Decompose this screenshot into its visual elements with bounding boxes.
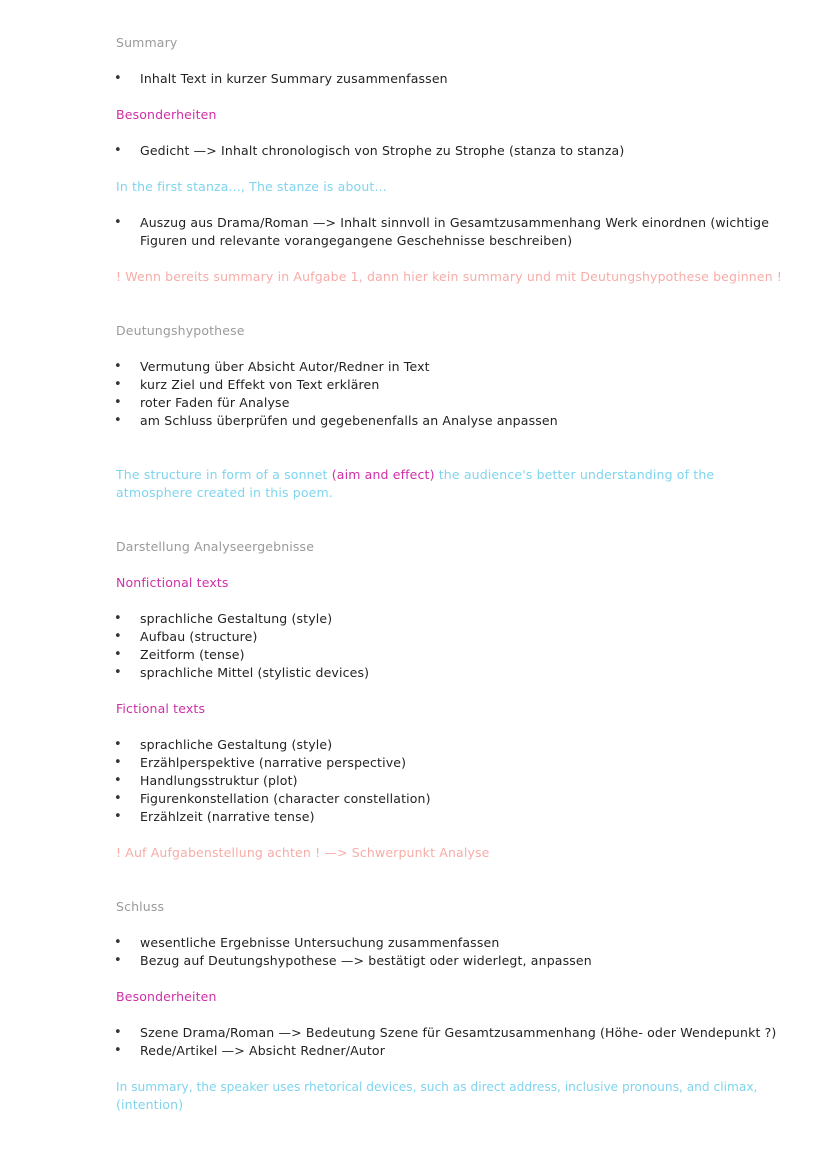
bullet-icon: •	[114, 773, 122, 788]
nonfictional-heading: Nonfictional texts	[116, 575, 229, 590]
bullet-icon: •	[114, 629, 122, 644]
fictional-bullet: Erzählperspektive (narrative perspective)	[140, 755, 407, 770]
bullet-icon: •	[114, 143, 122, 158]
summary-special-bullet-drama-line2: Figuren und relevante vorangegangene Geschehnisse beschreiben)	[140, 233, 573, 248]
fictional-bullet: Handlungsstruktur (plot)	[140, 773, 298, 788]
nonfictional-bullet: Zeitform (tense)	[140, 647, 245, 662]
schluss-bullet: wesentliche Ergebnisse Untersuchung zusammenfassen	[140, 935, 500, 950]
bullet-icon: •	[114, 755, 122, 770]
fictional-heading: Fictional texts	[116, 701, 206, 716]
summary-bullet: Inhalt Text in kurzer Summary zusammenfassen	[140, 71, 448, 86]
bullet-icon: •	[114, 359, 122, 374]
deutung-example-line1	[116, 466, 714, 484]
schluss-special-bullet: Szene Drama/Roman —> Bedeutung Szene für Gesamtzusammenhang (Höhe- oder Wendepunkt ?)	[140, 1025, 777, 1040]
summary-special-bullet-drama-line1: Auszug aus Drama/Roman —> Inhalt sinnvoll in Gesamtzusammenhang Werk einordnen (wichtige	[140, 215, 770, 230]
deutung-example-part1: The structure in form of a sonnet	[116, 467, 328, 482]
summary-note: ! Wenn bereits summary in Aufgabe 1, dann hier kein summary und mit Deutungshypothese beginnen !	[116, 269, 783, 284]
bullet-icon: •	[114, 737, 122, 752]
summary-heading: Summary	[116, 35, 178, 50]
bullet-icon: •	[114, 215, 122, 230]
bullet-icon: •	[114, 611, 122, 626]
bullet-icon: •	[114, 935, 122, 950]
bullet-icon: •	[114, 809, 122, 824]
bullet-icon: •	[114, 71, 122, 86]
bullet-icon: •	[114, 1025, 122, 1040]
schluss-bullet: Bezug auf Deutungshypothese —> bestätigt oder widerlegt, anpassen	[140, 953, 592, 968]
deutung-example-aim: (aim and effect)	[331, 467, 435, 482]
fictional-bullet: sprachliche Gestaltung (style)	[140, 737, 333, 752]
schluss-heading: Schluss	[116, 899, 165, 914]
bullet-icon: •	[114, 413, 122, 428]
deutung-example-line2: atmosphere created in this poem.	[116, 485, 333, 500]
deutung-bullet: am Schluss überprüfen und gegebenenfalls an Analyse anpassen	[140, 413, 558, 428]
darstellung-note: ! Auf Aufgabenstellung achten ! —> Schwerpunkt Analyse	[116, 845, 490, 860]
darstellung-heading: Darstellung Analyseergebnisse	[116, 539, 315, 554]
summary-special-bullet-poem: Gedicht —> Inhalt chronologisch von Strophe zu Strophe (stanza to stanza)	[140, 143, 625, 158]
deutung-bullet: Vermutung über Absicht Autor/Redner in Text	[140, 359, 430, 374]
fictional-bullet: Erzählzeit (narrative tense)	[140, 809, 315, 824]
deutung-heading: Deutungshypothese	[116, 323, 245, 338]
bullet-icon: •	[114, 665, 122, 680]
deutung-example-part3: the audience's better understanding of the	[438, 467, 715, 482]
schluss-example-line1: In summary, the speaker uses rhetorical devices, such as direct address, inclusive pronouns, and climax,	[116, 1080, 758, 1094]
schluss-special-heading: Besonderheiten	[116, 989, 217, 1004]
deutung-bullet: kurz Ziel und Effekt von Text erklären	[140, 377, 380, 392]
summary-special-heading: Besonderheiten	[116, 107, 217, 122]
bullet-icon: •	[114, 395, 122, 410]
bullet-icon: •	[114, 377, 122, 392]
deutung-bullet: roter Faden für Analyse	[140, 395, 290, 410]
nonfictional-bullet: sprachliche Mittel (stylistic devices)	[140, 665, 370, 680]
bullet-icon: •	[114, 953, 122, 968]
bullet-icon: •	[114, 1043, 122, 1058]
schluss-special-bullet: Rede/Artikel —> Absicht Redner/Autor	[140, 1043, 386, 1058]
bullet-icon: •	[114, 791, 122, 806]
schluss-example-line2: (intention)	[116, 1097, 184, 1112]
fictional-bullet: Figurenkonstellation (character constellation)	[140, 791, 431, 806]
summary-example: In the first stanza..., The stanze is about...	[116, 179, 387, 194]
nonfictional-bullet: Aufbau (structure)	[140, 629, 258, 644]
bullet-icon: •	[114, 647, 122, 662]
nonfictional-bullet: sprachliche Gestaltung (style)	[140, 611, 333, 626]
